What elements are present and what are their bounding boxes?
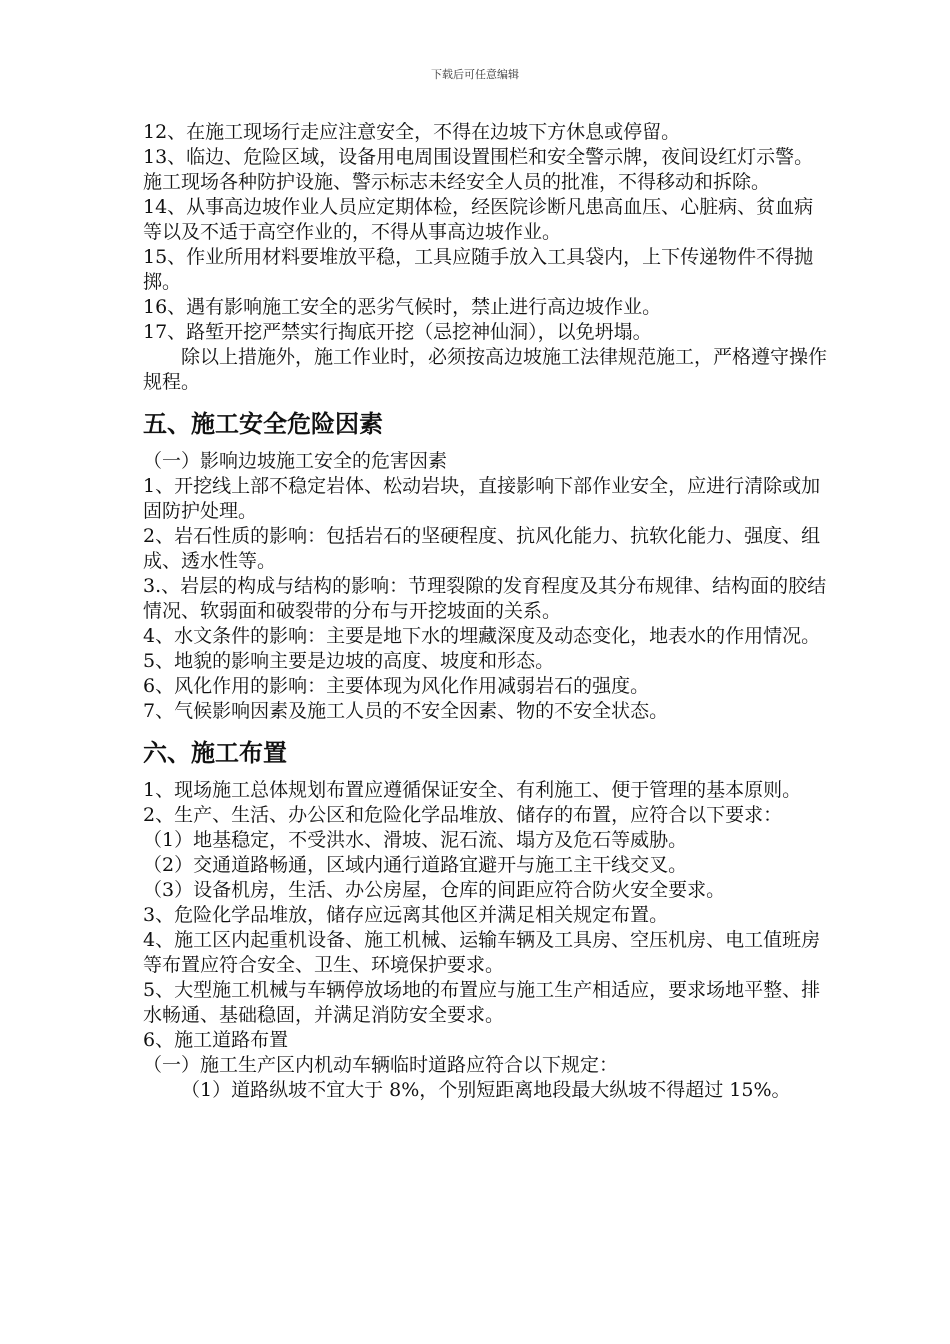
section-6-item-1: 1、现场施工总体规划布置应遵循保证安全、有利施工、便于管理的基本原则。 <box>143 779 802 801</box>
section-heading-5: 五、施工安全危险因素 <box>143 410 383 438</box>
section-6-subitem-3: （3）设备机房，生活、办公房屋，仓库的间距应符合防火安全要求。 <box>143 879 726 901</box>
section-5-item-6: 6、风化作用的影响：主要体现为风化作用减弱岩石的强度。 <box>143 675 650 697</box>
section-5-item-1: 1、开挖线上部不稳定岩体、松动岩块，直接影响下部作业安全，应进行清除或加固防护处理。 <box>143 475 821 522</box>
section-6-item-2: 2、生产、生活、办公区和危险化学品堆放、储存的布置，应符合以下要求： <box>143 804 783 826</box>
paragraph-item-13: 13、临边、危险区域，设备用电周围设置围栏和安全警示牌，夜间设红灯示警。施工现场各种防护设施、警示标志未经安全人员的批准，不得移动和拆除。 <box>143 146 814 193</box>
paragraph-item-15: 15、作业所用材料要堆放平稳，工具应随手放入工具袋内，上下传递物件不得抛掷。 <box>143 246 814 293</box>
section-heading-6: 六、施工布置 <box>143 739 287 767</box>
section-5-item-3: 3.、岩层的构成与结构的影响：节理裂隙的发育程度及其分布规律、结构面的胶结情况、软弱面和破裂带的分布与开挖坡面的关系。 <box>143 575 827 622</box>
section-6-item-5: 5、大型施工机械与车辆停放场地的布置应与施工生产相适应，要求场地平整、排水畅通、基础稳固，并满足消防安全要求。 <box>143 979 821 1026</box>
section-5-item-7: 7、气候影响因素及施工人员的不安全因素、物的不安全状态。 <box>143 700 669 722</box>
paragraph-item-17: 17、路堑开挖严禁实行掏底开挖（忌挖神仙洞），以免坍塌。 <box>143 321 652 343</box>
paragraph-item-16: 16、遇有影响施工安全的恶劣气候时，禁止进行高边坡作业。 <box>143 296 662 318</box>
section-6-item-6: 6、施工道路布置 <box>143 1029 289 1051</box>
section-6-subitem-2: （2）交通道路畅通，区域内通行道路宜避开与施工主干线交叉。 <box>143 854 688 876</box>
document-body <box>143 120 828 1103</box>
section-6-subsection-1: （一）施工生产区内机动车辆临时道路应符合以下规定： <box>143 1054 619 1076</box>
closing-paragraph: 除以上措施外，施工作业时，必须按高边坡施工法律规范施工，严格遵守操作规程。 <box>143 346 828 393</box>
section-5-item-5: 5、地貌的影响主要是边坡的高度、坡度和形态。 <box>143 650 555 672</box>
section-6-item-3: 3、危险化学品堆放，储存应远离其他区并满足相关规定布置。 <box>143 904 669 926</box>
paragraph-item-12: 12、在施工现场行走应注意安全，不得在边坡下方休息或停留。 <box>143 121 681 143</box>
section-6-road-rule-1: （1）道路纵坡不宜大于 8%，个别短距离地段最大纵坡不得超过 15%。 <box>181 1079 791 1101</box>
paragraph-item-14: 14、从事高边坡作业人员应定期体检，经医院诊断凡患高血压、心脏病、贫血病等以及不适于高空作业的，不得从事高边坡作业。 <box>143 196 814 243</box>
section-6-item-4: 4、施工区内起重机设备、施工机械、运输车辆及工具房、空压机房、电工值班房等布置应符合安全、卫生、环境保护要求。 <box>143 929 821 976</box>
page-header-note: 下载后可任意编辑 <box>431 68 519 81</box>
section-5-item-2: 2、岩石性质的影响：包括岩石的坚硬程度、抗风化能力、抗软化能力、强度、组成、透水性等。 <box>143 525 821 572</box>
section-5-subheading: （一）影响边坡施工安全的危害因素 <box>143 450 448 472</box>
section-5-item-4: 4、水文条件的影响：主要是地下水的埋藏深度及动态变化，地表水的作用情况。 <box>143 625 821 647</box>
section-6-subitem-1: （1）地基稳定，不受洪水、滑坡、泥石流、塌方及危石等威胁。 <box>143 829 688 851</box>
